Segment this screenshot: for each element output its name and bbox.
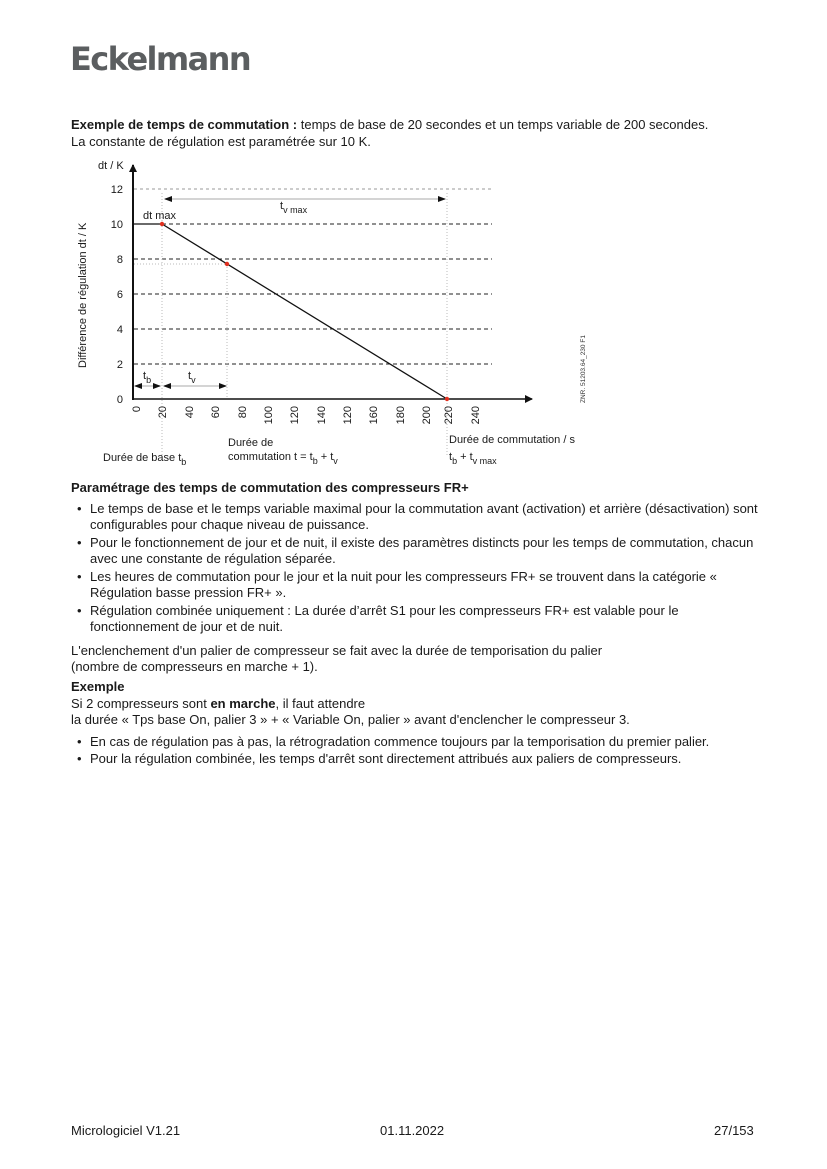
label-comm-sub1: b	[312, 456, 318, 466]
intro-text-line1: temps de base de 20 secondes et un temps variable de 200 secondes.	[297, 117, 709, 132]
tv-t: t	[188, 370, 192, 382]
bullet-item: • Les heures de commutation pour le jour et la nuit pour les compresseurs FR+ se trouvent dans la catégorie « Régulation basse pression FR+ ».	[71, 569, 771, 602]
label-base-text: Durée de base t	[103, 452, 182, 464]
y-tick-labels	[111, 184, 123, 406]
label-sum-sub2: v max	[472, 456, 497, 466]
example-title: Exemple	[71, 679, 125, 694]
label-base-sub: b	[181, 457, 187, 467]
label-comm-line2	[228, 451, 338, 466]
y-tick: 8	[116, 254, 123, 266]
point-dt-max	[160, 222, 164, 226]
y-tick: 0	[116, 394, 123, 406]
tb-sub: b	[146, 375, 152, 385]
point-end	[445, 397, 449, 401]
tv-max-sub: v max	[283, 205, 308, 215]
intro-text-line2: La constante de régulation est paramétrée sur 10 K.	[71, 134, 371, 149]
label-base-duration	[103, 452, 186, 467]
activation-paragraph	[71, 643, 771, 676]
example-line1	[71, 696, 771, 713]
y-tick: 12	[110, 184, 123, 196]
x-tick: 20	[157, 406, 169, 419]
label-comm-plus: + t	[317, 451, 334, 463]
tv-max-label	[280, 200, 308, 215]
y-axis-title: Différence de régulation dt / K	[77, 222, 89, 368]
bullet-item: • Le temps de base et le temps variable maximal pour la commutation avant (activation) et arrière (désactivation) sont configurables pour chaque niveau de puissance.	[71, 501, 771, 534]
y-tick: 6	[116, 289, 123, 301]
y-tick: 4	[116, 324, 123, 336]
x-tick: 40	[184, 406, 196, 419]
example-section	[71, 679, 771, 769]
x-tick-labels	[131, 406, 482, 424]
x-tick: 220	[443, 406, 455, 425]
tv-sub: v	[191, 375, 196, 385]
x-tick: 160	[368, 406, 380, 425]
switching-time-chart	[70, 155, 610, 475]
tb-t: t	[143, 370, 147, 382]
label-sum-t: t	[449, 451, 453, 463]
example-line2: la durée « Tps base On, palier 3 » + « Variable On, palier » avant d'enclencher le compresseur 3.	[71, 712, 630, 727]
tv-label	[188, 370, 196, 385]
y-tick: 10	[110, 219, 123, 231]
activation-line2: (nombre de compresseurs en marche + 1).	[71, 659, 318, 674]
example-bullets	[71, 734, 771, 768]
y-unit-label: dt / K	[98, 160, 124, 172]
x-tick: 120	[289, 406, 301, 425]
bullet-item: • Pour le fonctionnement de jour et de nuit, il existe des paramètres distincts pour les temps de commutation, chacun avec une constante de régulation séparée.	[71, 535, 771, 568]
bullet-item: • Régulation combinée uniquement : La durée d’arrêt S1 pour les compresseurs FR+ est valable pour le fonctionnement de jour et de nuit.	[71, 603, 771, 636]
x-tick: 240	[470, 406, 482, 425]
label-comm-sub2: v	[333, 456, 338, 466]
label-sum-plus: + t	[457, 451, 473, 463]
x-tick: 140	[316, 406, 328, 425]
example-line1-bold: en marche	[210, 695, 276, 711]
bullet-item: • En cas de régulation pas à pas, la rétrogradation commence toujours par la temporisation du premier palier.	[71, 734, 771, 751]
label-comm-line1: Durée de	[228, 437, 274, 449]
bullet-item: • Pour la régulation combinée, les temps d'arrêt sont directement attribués aux paliers de compresseurs.	[71, 751, 771, 768]
x-axis-title: Durée de commutation / s	[449, 434, 575, 446]
section-bullets	[71, 501, 771, 636]
gridlines	[134, 189, 492, 364]
point-mid	[225, 262, 229, 266]
footer-firmware-version: Micrologiciel V1.21	[71, 1123, 181, 1138]
activation-line1: L'enclenchement d'un palier de compresseur se fait avec la durée de temporisation du palier	[71, 642, 603, 658]
x-tick: 100	[263, 406, 275, 425]
tb-label	[143, 370, 151, 385]
y-tick: 2	[116, 359, 123, 371]
dt-max-label: dt max	[143, 210, 177, 222]
example-line1-pre: Si 2 compresseurs sont	[71, 695, 211, 711]
x-tick: 60	[210, 406, 222, 419]
intro-bold-label: Exemple de temps de commutation :	[71, 117, 298, 132]
figure-reference: ZNR. 51203.64_230 F1	[580, 335, 587, 403]
x-tick: 180	[395, 406, 407, 425]
footer-page-number: 27/153	[714, 1123, 754, 1138]
eckelmann-logo: Eckelmann	[70, 40, 251, 78]
data-line	[133, 224, 447, 399]
label-sum	[449, 451, 497, 466]
footer-date: 01.11.2022	[380, 1123, 445, 1138]
x-tick: 200	[421, 406, 433, 425]
label-sum-sub1: b	[452, 456, 458, 466]
x-tick: 0	[131, 406, 143, 413]
intro-paragraph	[71, 116, 771, 150]
section-title: Paramétrage des temps de commutation des compresseurs FR+	[71, 480, 469, 495]
fr-plus-section	[71, 480, 771, 676]
x-tick: 120	[342, 406, 354, 425]
x-tick: 80	[237, 406, 249, 419]
tv-max-t: t	[280, 200, 284, 212]
label-comm-text: commutation t = t	[228, 451, 313, 463]
example-line1-post: , il faut attendre	[275, 695, 366, 711]
chart-svg	[70, 155, 610, 475]
